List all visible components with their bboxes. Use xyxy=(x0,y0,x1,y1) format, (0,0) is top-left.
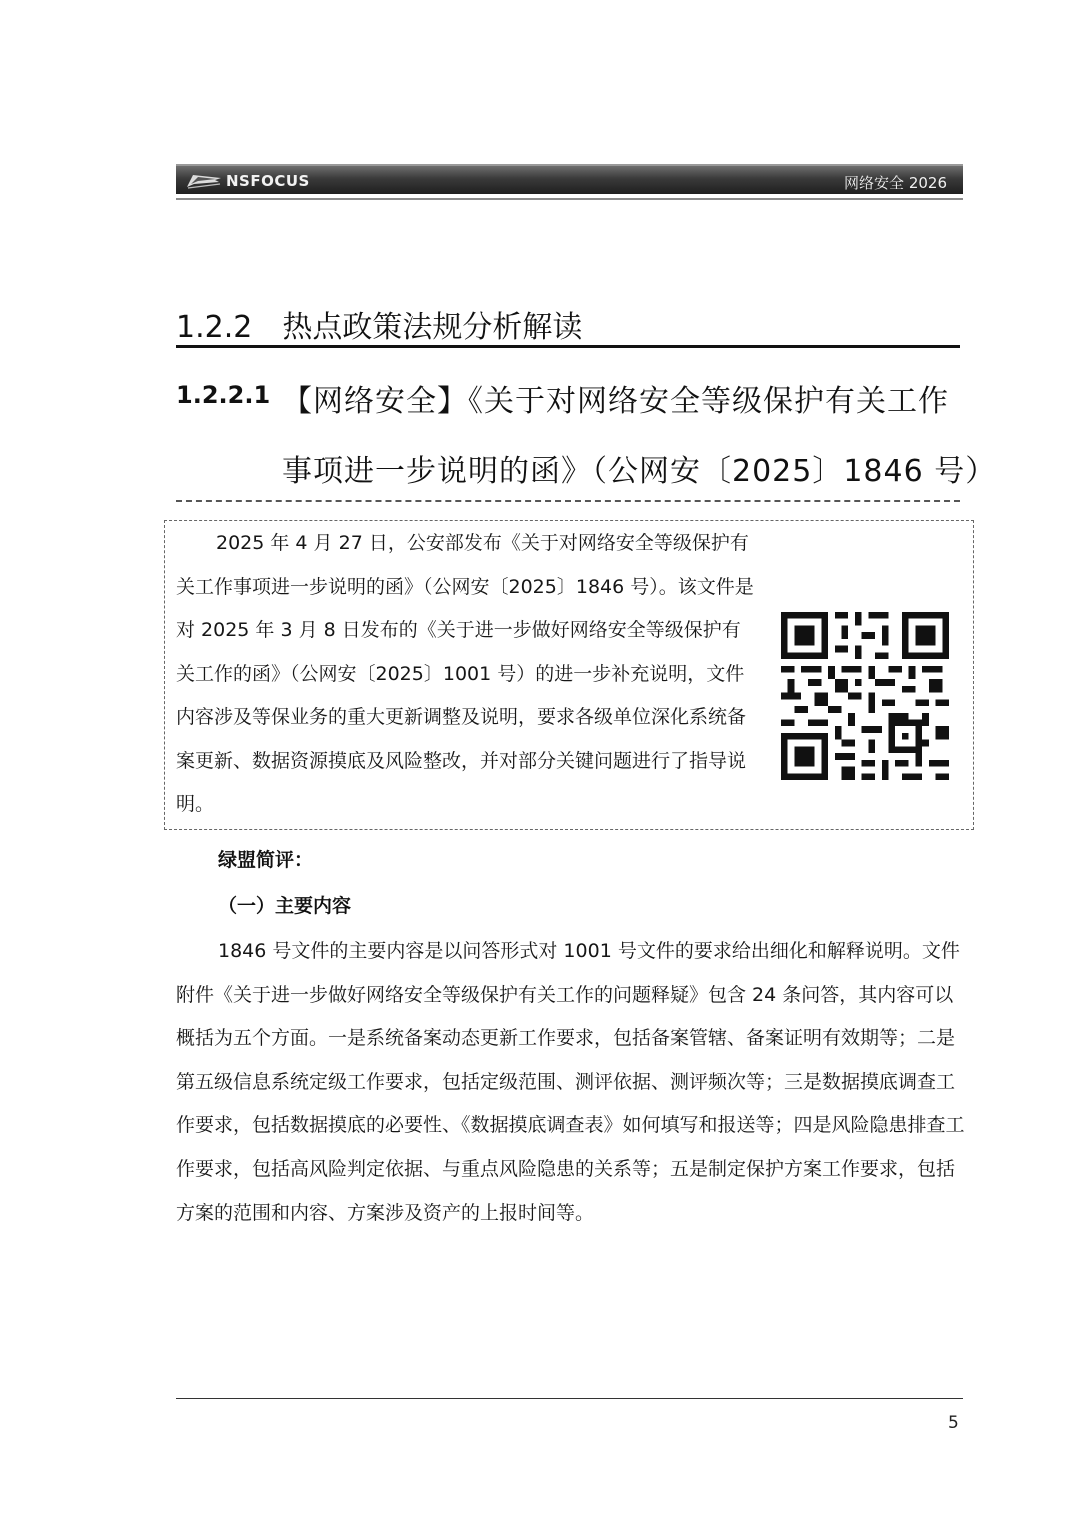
logo-text: NSFOCUS xyxy=(226,172,310,190)
summary-paragraph: 2025 年 4 月 27 日，公安部发布《关于对网络安全等级保护有关工作事项进一步说明的函》（公网安〔2025〕1846 号）。该文件是对 2025 年 3 月 8 日发布的《关于进一步做好网络安全等级保护有关工作的函》（公网安〔2025〕1001 号）的进一步补充说明，文件内容涉及等保业务的重大更新调整及说明，要求各级单位深化系统备案更新、数据资源摸底及风险整改，并对部分关键问题进行了指导说明。 xyxy=(176,532,754,815)
subsection-title-line2: 事项进一步说明的函》（公网安〔2025〕1846 号） xyxy=(282,454,997,489)
qr-code-icon xyxy=(781,612,949,780)
nsfocus-logo xyxy=(186,171,310,191)
section-rule xyxy=(176,345,960,348)
header-underline xyxy=(176,198,963,200)
section-title: 热点政策法规分析解读 xyxy=(282,310,583,345)
report-title: 网络安全 2026 xyxy=(844,174,947,192)
footer-rule xyxy=(176,1398,963,1399)
subsection-title-line1: 【网络安全】《关于对网络安全等级保护有关工作 xyxy=(282,384,949,419)
subsection-number: 1.2.2.1 xyxy=(176,381,271,409)
summary-text xyxy=(176,522,756,827)
comment-paragraph: 1846 号文件的主要内容是以问答形式对 1001 号文件的要求给出细化和解释说明。文件附件《关于进一步做好网络安全等级保护有关工作的问题释疑》包含 24 条问答，其内容可以概括为五个方面。一是系统备案动态更新工作要求，包括备案管辖、备案证明有效期等；二是第五级信息系统定级工作要求，包括定级范围、测评依据、测评频次等；三是数据摸底调查工作要求，包括数据摸底的必要性、《数据摸底调查表》如何填写和报送等；四是风险隐患排查工作要求，包括高风险判定依据、与重点风险隐患的关系等；五是制定保护方案工作要求，包括方案的范围和内容、方案涉及资产的上报时间等。 xyxy=(176,940,965,1224)
comment-body xyxy=(176,930,966,1235)
comment-label: 绿盟简评： xyxy=(218,849,314,871)
main-content-heading: （一）主要内容 xyxy=(218,895,352,917)
section-heading xyxy=(176,302,582,346)
section-number: 1.2.2 xyxy=(176,310,253,345)
subsection-dashed-rule xyxy=(176,500,960,502)
page-number: 5 xyxy=(948,1413,959,1433)
page-header-band xyxy=(176,164,963,194)
logo-flag-icon xyxy=(186,172,222,190)
